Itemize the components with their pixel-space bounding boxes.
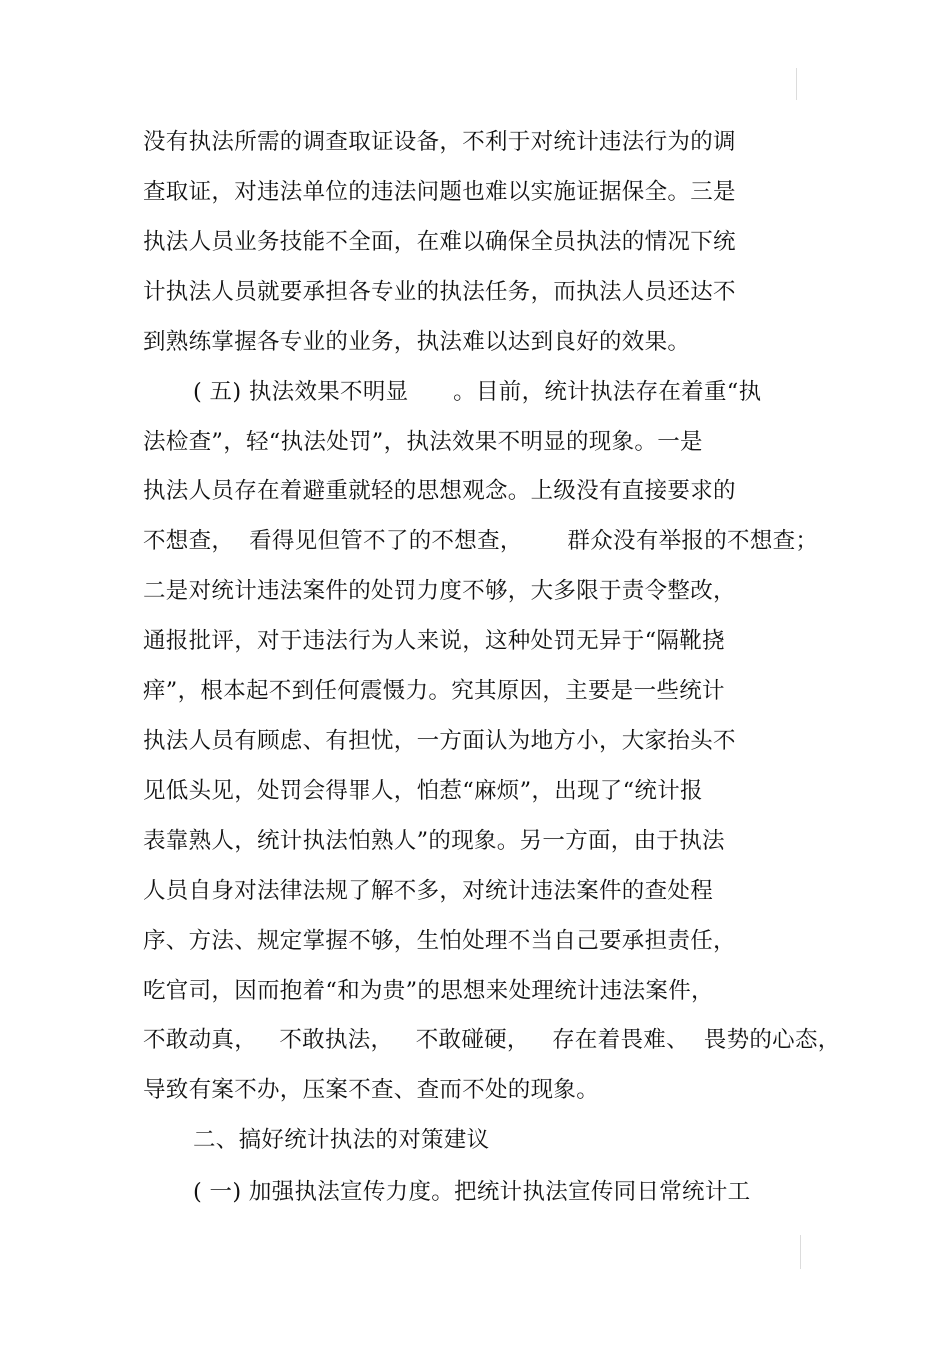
body-line: 到熟练掌握各专业的业务，执法难以达到良好的效果。 — [143, 329, 691, 355]
body-line: 人员自身对法律法规了解不多，对统计违法案件的查处程 — [143, 878, 714, 904]
section-heading-five: ( 五) 执法效果不明显 。目前，统计执法存在着重“执 — [193, 379, 762, 405]
body-line: 计执法人员就要承担各专业的执法任务，而执法人员还达不 — [143, 279, 736, 305]
page-edge-mark-top — [796, 68, 797, 100]
body-line: 执法人员业务技能不全面，在难以确保全员执法的情况下统 — [143, 229, 736, 255]
body-line: 执法人员有顾虑、有担忧，一方面认为地方小，大家抬头不 — [143, 728, 736, 754]
section-heading-two: 二、搞好统计执法的对策建议 — [193, 1127, 490, 1153]
body-line: 见低头见，处罚会得罪人，怕惹“麻烦”，出现了“统计报 — [143, 778, 703, 804]
body-line: 查取证，对违法单位的违法问题也难以实施证据保全。三是 — [143, 179, 736, 205]
body-line: 法检查”，轻“执法处罚”，执法效果不明显的现象。一是 — [143, 429, 703, 455]
body-line: 没有执法所需的调查取证设备，不利于对统计违法行为的调 — [143, 129, 736, 155]
subsection-heading-one: ( 一) 加强执法宣传力度。把统计执法宣传同日常统计工 — [193, 1179, 751, 1205]
page-edge-mark-bottom — [800, 1235, 801, 1269]
body-line: 不敢动真， 不敢执法， 不敢碰硬， 存在着畏难、 畏势的心态， — [143, 1027, 841, 1053]
body-line: 痒”，根本起不到任何震慑力。究其原因，主要是一些统计 — [143, 678, 725, 704]
body-line: 表靠熟人，统计执法怕熟人”的现象。另一方面，由于执法 — [143, 828, 725, 854]
body-line: 序、方法、规定掌握不够，生怕处理不当自己要承担责任， — [143, 928, 736, 954]
body-line: 不想查， 看得见但管不了的不想查， 群众没有举报的不想查； — [143, 528, 819, 554]
body-line: 二是对统计违法案件的处罚力度不够，大多限于责令整改， — [143, 578, 736, 604]
body-line: 吃官司，因而抱着“和为贵”的思想来处理统计违法案件， — [143, 978, 714, 1004]
body-line: 导致有案不办，压案不查、查而不处的现象。 — [143, 1077, 600, 1103]
body-line: 通报批评，对于违法行为人来说，这种处罚无异于“隔靴挠 — [143, 628, 725, 654]
body-line: 执法人员存在着避重就轻的思想观念。上级没有直接要求的 — [143, 478, 736, 504]
